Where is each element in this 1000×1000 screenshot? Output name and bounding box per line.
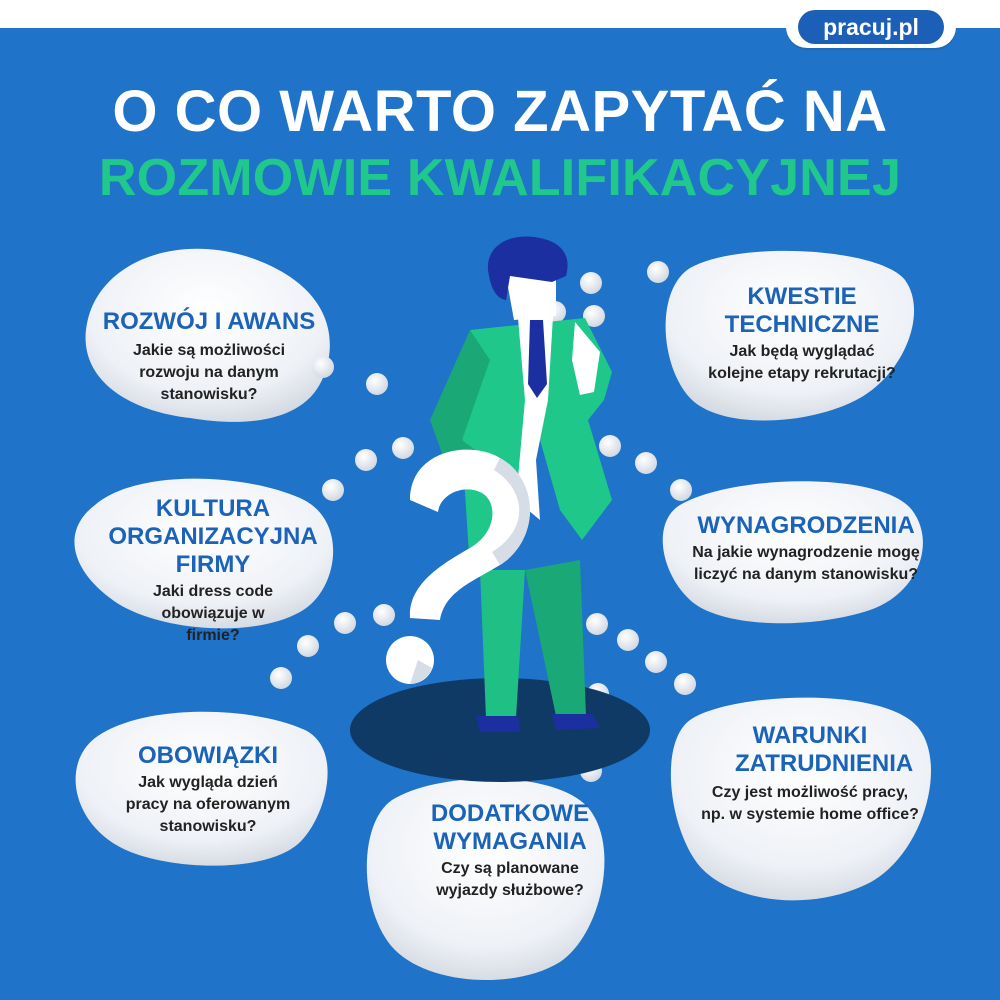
topic-question: Jak będą wyglądać kolejne etapy rekrutacji? xyxy=(708,343,896,382)
topic-question: Na jakie wynagrodzenie mogę liczyć na danym stanowisku? xyxy=(692,544,920,583)
topic-question: Czy są planowane wyjazdy służbowe? xyxy=(436,860,584,899)
topic-heading: ROZWÓJ I AWANS xyxy=(102,308,316,335)
title-line-1: O CO WARTO ZAPYTAĆ NA xyxy=(112,79,888,144)
topic-wynagrodzenia xyxy=(676,512,936,586)
topic-dodatkowe xyxy=(395,800,625,902)
topic-heading: KWESTIE TECHNICZNE xyxy=(724,283,880,338)
topic-heading: KULTURA ORGANIZACYJNA FIRMY xyxy=(108,495,318,578)
title-line-2: ROZMOWIE KWALIFIKACYJNEJ xyxy=(98,149,902,207)
topic-kultura xyxy=(88,495,338,647)
topic-heading: WYNAGRODZENIA xyxy=(697,512,915,539)
topic-heading: OBOWIĄZKI xyxy=(138,742,278,769)
topic-rozwoj xyxy=(78,308,340,406)
topic-question: Jakie są możliwości rozwoju na danym stanowisku? xyxy=(132,342,286,403)
brand-logo-text: pracuj.pl xyxy=(798,10,944,44)
topic-warunki xyxy=(690,722,930,826)
topic-heading: WARUNKI ZATRUDNIENIA xyxy=(735,722,914,777)
topic-question: Jak wygląda dzień pracy na oferowanym stanowisku? xyxy=(125,774,291,835)
topic-kwestie xyxy=(674,283,930,385)
topic-question: Czy jest możliwość pracy, np. w systemie home office? xyxy=(701,784,919,823)
topic-obowiazki xyxy=(80,742,336,838)
topic-question: Jaki dress code obowiązuje w firmie? xyxy=(152,583,274,644)
topic-heading: DODATKOWE WYMAGANIA xyxy=(430,800,590,855)
